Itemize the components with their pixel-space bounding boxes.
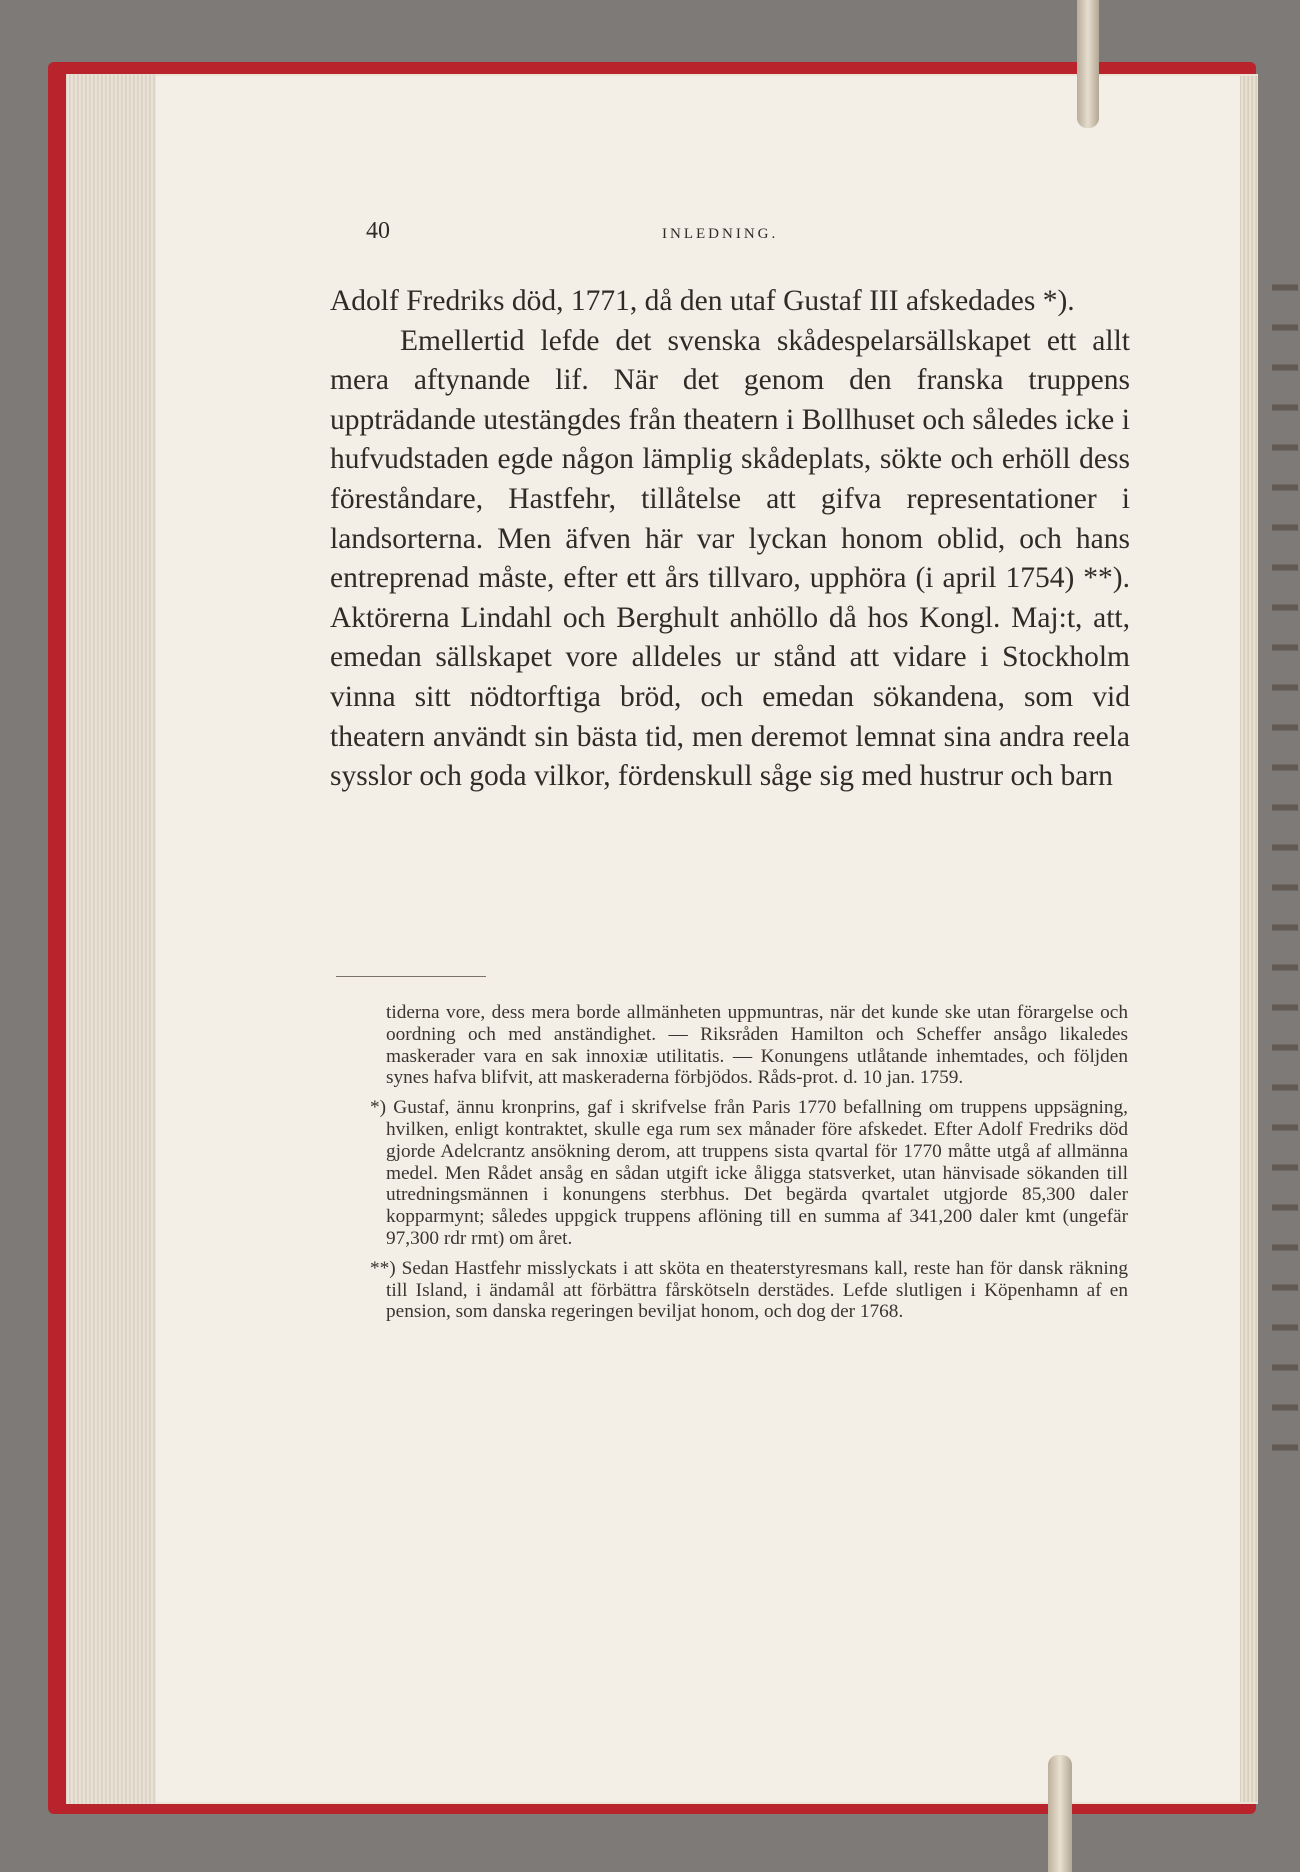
main-text xyxy=(330,282,1130,797)
footnote-2 xyxy=(370,1257,1128,1323)
footnote-text: Gustaf, ännu kronprins, gaf i skrifvelse från Paris 1770 befallning om truppens uppsägning, hvilken, enligt kontraktet, skulle ega rum sex månader före afskedet. Efter Adolf Fredriks död gjorde Adelcrantz ansökning derom, att truppens sista qvartal för 1770 måtte utgå af allmänna medel. Men Rådet ansåg en sådan utgift icke åligga statsverket, utan hänvisade sökanden till utredningsmännen i konungens sterbhus. Det begärda qvartalet utgjorde 85,300 daler kopparmynt; således uppgick truppens aflöning till en summa af 341,200 daler kmt (ungefär 97,300 rdr rmt) om året. xyxy=(386,1097,1129,1249)
footnote-text: Sedan Hastfehr misslyckats i att sköta en theaterstyresmans kall, reste han för dansk räkning till Island, i ändamål att förbättra fårskötseln derstädes. Lefde slutligen i Köpenhamn af en pension, som danska regeringen beviljat honom, och dog der 1768. xyxy=(386,1257,1128,1323)
bookmark-ribbon-bottom xyxy=(1048,1755,1072,1872)
footnote-1 xyxy=(370,1097,1129,1250)
running-head: INLEDNING. xyxy=(662,226,779,242)
right-page-edges xyxy=(1240,76,1258,1802)
bookmark-ribbon-top xyxy=(1077,0,1099,128)
footnotes xyxy=(370,1002,1129,1331)
footnote-mark: *) xyxy=(370,1097,387,1119)
paragraph: Emellertid lefde det svenska skådespelarsällskapet ett allt mera aftynande lif. När det genom den franska truppens uppträdande utestängdes från theatern i Bollhuset och således icke i hufvudstaden egde någon lämplig skådeplats, sökte och erhöll dess föreståndare, Hastfehr, tillåtelse att gifva representationer i landsorterna. Men äfven här var lyckan honom oblid, och hans entreprenad måste, efter ett års tillvaro, upphöra (i april 1754) **). Aktörerna Lindahl och Berghult anhöllo då hos Kongl. Maj:t, att, emedan sällskapet vore alldeles ur stånd att vidare i Stockholm vinna sitt nödtorftiga bröd, och emedan sökandena, som vid theatern användt sin bästa tid, men deremot lemnat sina andra reela sysslor och goda vilkor, fördenskull såge sig med hustrur och barn xyxy=(330,324,1130,793)
page-number: 40 xyxy=(366,218,390,244)
footnote-mark: **) xyxy=(370,1257,396,1279)
paragraph: Adolf Fredriks död, 1771, då den utaf Gustaf III afskedades *). xyxy=(330,285,1075,317)
left-page-edges xyxy=(66,74,156,1804)
footnote-continuation: tiderna vore, dess mera borde allmänheten uppmuntras, när det kunde ske utan förargelse och oordning och med anständighet. — Riksråden Hamilton och Scheffer ansågo likaledes maskerader vara en sak innoxiæ utilitatis. — Konungens utlåtande inhemtades, och följden synes hafva blifvit, att maskeraderna förbjödos. Råds-prot. d. 10 jan. 1759. xyxy=(386,1002,1128,1089)
page-content xyxy=(330,214,1130,797)
page-header xyxy=(330,214,1130,254)
footnote-rule xyxy=(336,976,486,977)
facing-page-bleed xyxy=(1272,260,1298,1460)
